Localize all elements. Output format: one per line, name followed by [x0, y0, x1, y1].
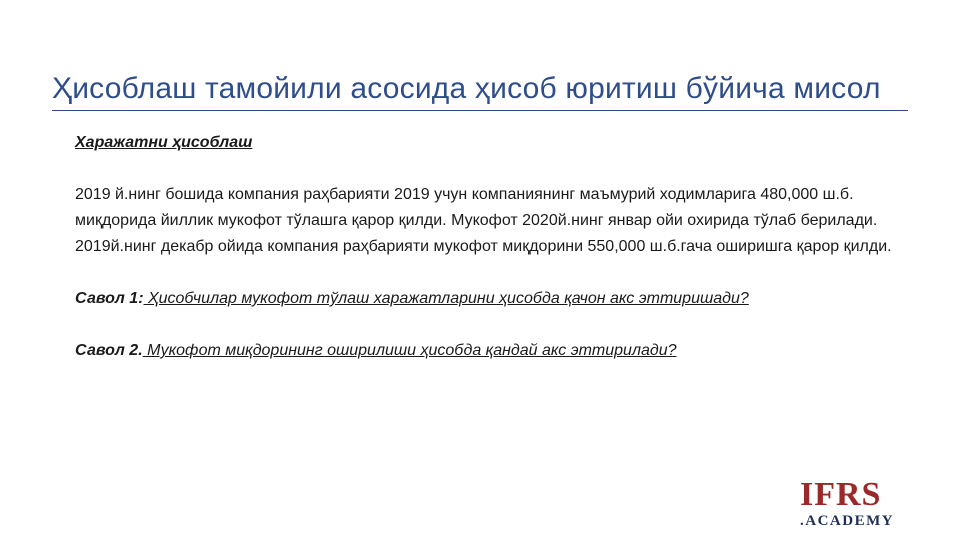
- question-1: [75, 286, 905, 312]
- slide-title: Ҳисоблаш тамойили асосида ҳисоб юритиш бўйича мисол: [52, 72, 881, 105]
- question-1-label: Савол 1:: [75, 290, 144, 307]
- question-2-text: Мукофот миқдорининг оширилиши ҳисобда қандай акс эттирилади?: [142, 342, 677, 359]
- section-heading: Харажатни ҳисоблаш: [75, 134, 253, 151]
- slide-content: [75, 130, 905, 390]
- question-2: [75, 338, 905, 364]
- question-2-label: Савол 2.: [75, 342, 143, 359]
- ifrs-academy-logo: [800, 478, 912, 534]
- logo-academy-text: .ACADEMY: [800, 513, 895, 529]
- body-paragraph: 2019 й.нинг бошида компания раҳбарияти 2019 учун компаниянинг маъмурий ходимларига 480,000 ш.б. миқдорида йиллик мукофот тўлашга қарор қилди. Мукофот 2020й.нинг январ ойи охирида тўлаб берилади. 2019й.нинг декабр ойида компания раҳбарияти мукофот миқдорини 550,000 ш.б.гача оширишга қарор қилди.: [75, 186, 892, 255]
- question-1-text: Ҳисобчилар мукофот тўлаш харажатларини ҳисобда қачон акс эттиришади?: [143, 290, 749, 307]
- title-underline: [52, 110, 908, 111]
- logo-ifrs-text: IFRS: [800, 476, 882, 513]
